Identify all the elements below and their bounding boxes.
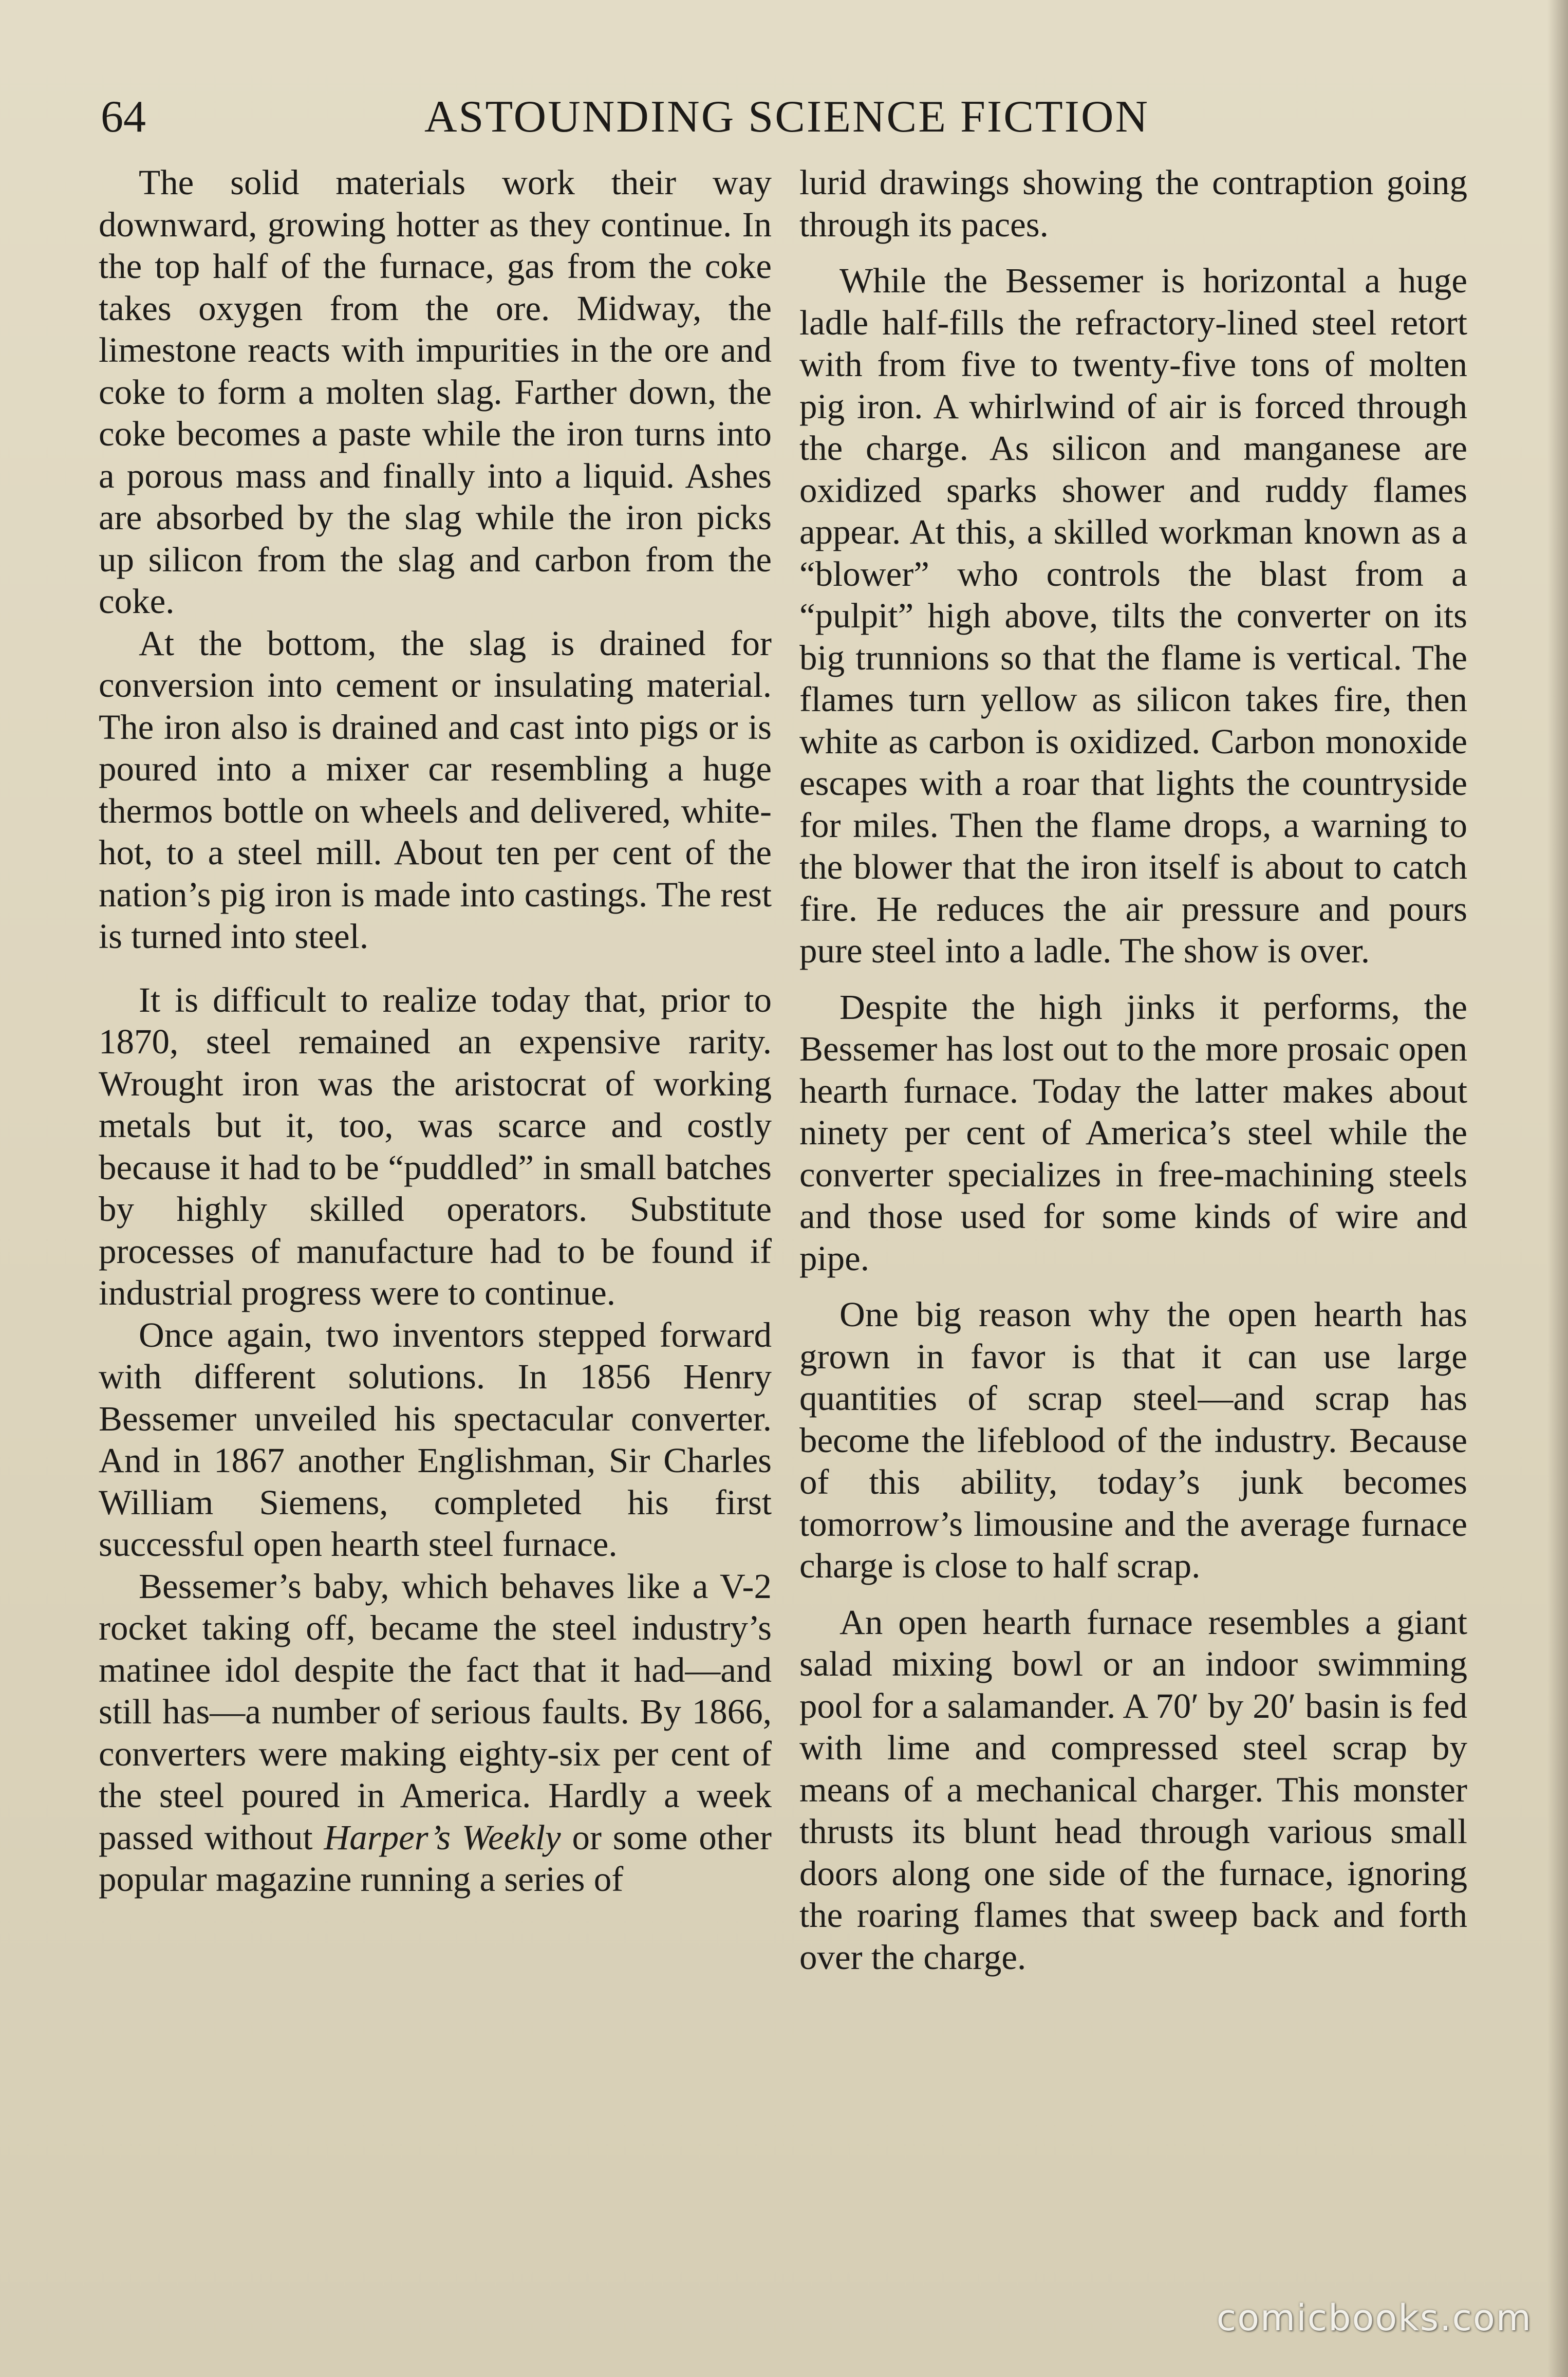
paragraph: Despite the high jinks it performs, the Bessemer has lost out to the more prosaic open hearth furnace. Today the latter makes about ninety per cent of America’s steel while the converter specializes in free-machining steels and those used for some kinds of wire and pipe. xyxy=(799,987,1467,1278)
paragraph: At the bottom, the slag is drained for conversion into cement or insulating material. The iron also is drained and cast into pigs or is poured into a mixer car resembling a huge thermos bottle on wheels and delivered, white-hot, to a steel mill. About ten per cent of the nation’s pig iron is made into castings. The rest is turned into steel. xyxy=(99,623,772,956)
right-column xyxy=(799,162,1467,1978)
page-header xyxy=(101,86,1426,148)
paragraph: lurid drawings showing the contraption going through its paces. xyxy=(799,163,1467,244)
watermark: comicbooks.com xyxy=(1216,2297,1532,2339)
paragraph: While the Bessemer is horizontal a huge ladle half-fills the refractory-lined steel retort with from five to twenty-five tons of molten pig iron. A whirlwind of air is forced through the charge. As silicon and manganese are oxidized sparks shower and ruddy flames appear. At this, a skilled workman known as a “blower” who controls the blast from a “pulpit” high above, tilts the converter on its big trunnions so that the flame is vertical. The flames turn yellow as silicon takes fire, then white as carbon is oxidized. Carbon monoxide escapes with a roar that lights the countryside for miles. Then the flame drops, a warning to the blower that the iron itself is about to catch fire. He reduces the air pressure and pours pure steel into a ladle. The show is over. xyxy=(799,261,1467,970)
paragraph: One big reason why the open hearth has grown in favor is that it can use large quantities of scrap steel—and scrap has become the lifeblood of the industry. Because of this ability, today’s junk becomes tomorrow’s limousine and the average furnace charge is close to half scrap. xyxy=(799,1295,1467,1585)
paragraph: It is difficult to realize today that, prior to 1870, steel remained an expensive rarity. Wrought iron was the aristocrat of working metals but it, too, was scarce and costly because it had to be “puddled” in small batches by highly skilled operators. Substitute processes of manufacture had to be found if industrial progress were to continue. xyxy=(99,980,772,1312)
paragraph xyxy=(99,1566,772,1901)
left-column xyxy=(99,162,772,1901)
page-edge-shadow xyxy=(1547,0,1568,2377)
paragraph-text: Bessemer’s baby, which behaves like a V-2 rocket taking off, became the steel industry’s matinee idol despite the fact that it had—and still has—a number of serious faults. By 1866, converters were making eighty-six per cent of the steel poured in America. Hardly a week passed without xyxy=(99,1566,772,1857)
paragraph: Once again, two inventors stepped forward with different solutions. In 1856 Henry Bessemer unveiled his spectacular converter. And in 1867 another Englishman, Sir Charles William Siemens, completed his first successful open hearth steel furnace. xyxy=(99,1315,772,1564)
paragraph: An open hearth furnace resembles a giant salad mixing bowl or an indoor swimming pool for a salamander. A 70′ by 20′ basin is fed with lime and compressed steel scrap by means of a mechanical charger. This monster thrusts its blunt head through various small doors along one side of the furnace, ignoring the roaring flames that sweep back and forth over the charge. xyxy=(799,1602,1467,1977)
page-number: 64 xyxy=(101,92,146,142)
running-title: ASTOUNDING SCIENCE FICTION xyxy=(424,92,1150,142)
magazine-name: Harper’s Weekly xyxy=(324,1817,561,1857)
paragraph-text: or some other popular magazine running a series of xyxy=(99,1817,772,1899)
paragraph: The solid materials work their way downward, growing hotter as they continue. In the top half of the furnace, gas from the coke takes oxygen from the ore. Midway, the limestone reacts with impurities in the ore and coke to form a molten slag. Farther down, the coke becomes a paste while the iron turns into a porous mass and finally into a liquid. Ashes are absorbed by the slag while the iron picks up silicon from the slag and carbon from the coke. xyxy=(99,163,772,621)
